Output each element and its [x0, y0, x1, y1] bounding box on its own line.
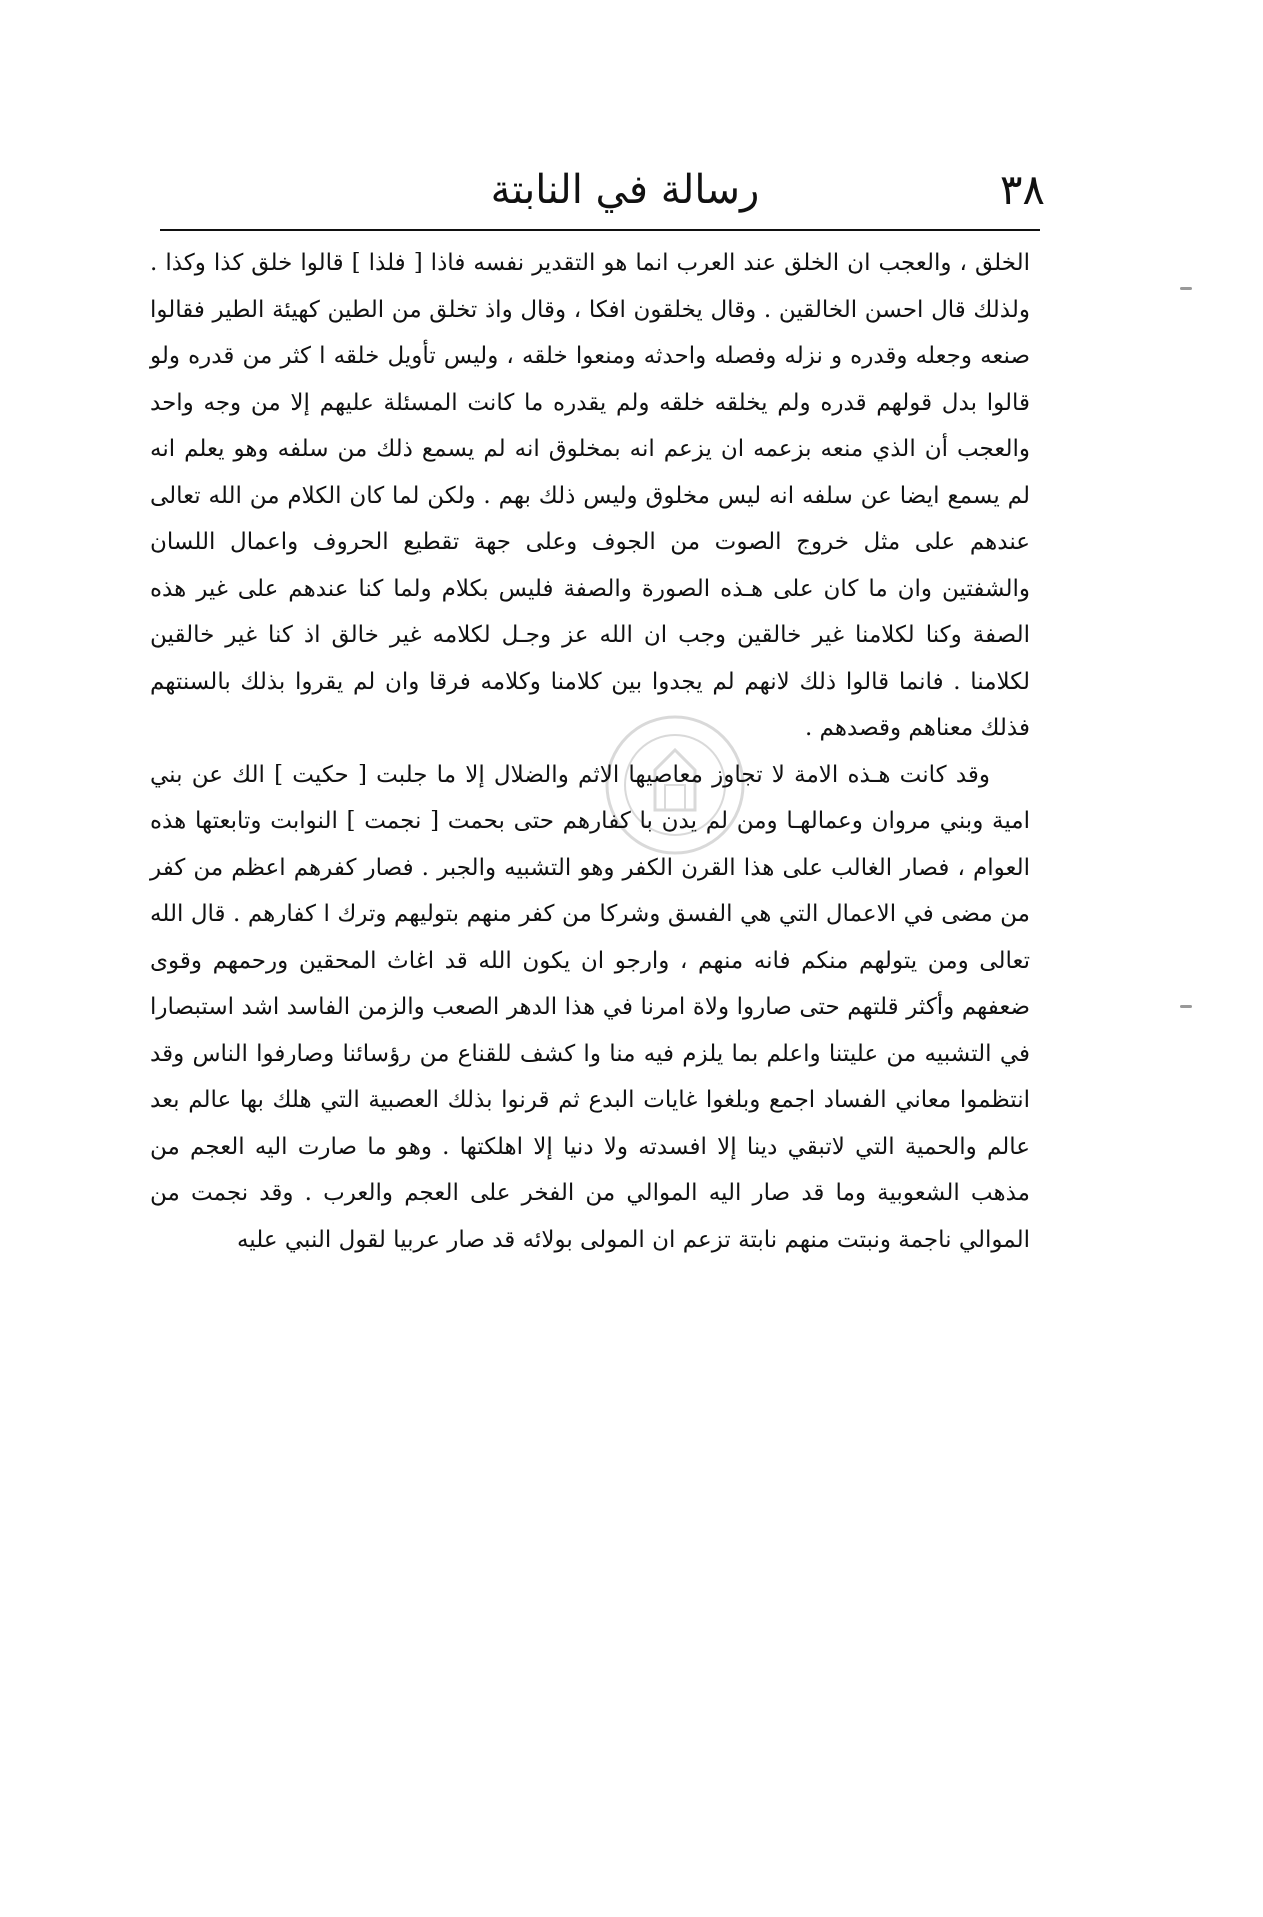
paragraph-2: وقد كانت هـذه الامة لا تجاوز معاصيها الاثم والضلال إلا ما جلبت [ حكيت ] الك عن بني امية وبني مروان وعمالهـا ومن لم يدن با كفارهم حتى بحمت [ نجمت ] النوابت وتابعتها هذه العوام ، فصار الغالب على هذا القرن الكفر وهو التشبيه والجبر . فصار كفرهم اعظم من كفر من مضى في الاعمال التي هي الفسق وشركا من كفر منهم بتوليهم وترك ا كفارهم . قال الله تعالى ومن يتولهم منكم فانه منهم ، وارجو ان يكون الله قد اغاث المحقين ورحمهم وقوى ضعفهم وأكثر قلتهم حتى صاروا ولاة امرنا في هذا الدهر الصعب والزمن الفاسد اشد استبصارا في التشبيه من عليتنا واعلم بما يلزم فيه منا وا كشف للقناع من رؤسائنا وصارفوا الناس وقد انتظموا معاني الفساد اجمع وبلغوا غايات البدع ثم قرنوا بذلك العصبية التي هلك بها عالم بعد عالم والحمية التي لاتبقي دينا إلا افسدته ولا دنيا إلا اهلكتها . وهو ما صارت اليه العجم من مذهب الشعوبية وما قد صار اليه الموالي من الفخر على العجم والعرب . وقد نجمت من الموالي ناجمة ونبتت منهم نابتة تزعم ان المولى بولائه قد صار عربيا لقول النبي عليه — [150, 761, 1031, 1253]
header-rule — [160, 229, 1040, 231]
running-title: رسالة في النابتة — [490, 167, 760, 213]
page-number: ٣٨ — [999, 165, 1045, 214]
scan-speck — [1180, 1005, 1192, 1008]
page-header — [175, 155, 1045, 225]
body-text — [150, 240, 1030, 1263]
paragraph-1: الخلق ، والعجب ان الخلق عند العرب انما هو التقدير نفسه فاذا [ فلذا ] قالوا خلق كذا وكذا . ولذلك قال احسن الخالقين . وقال يخلقون افكا ، وقال واذ تخلق من الطين كهيئة الطير فقالوا صنعه وجعله وقدره و نزله وفصله واحدثه ومنعوا خلقه ، وليس تأويل خلقه ا كثر من قدره ولو قالوا بدل قولهم قدره ولم يخلقه خلقه ولم يقدره ما كانت المسئلة عليهم إلا من وجه واحد والعجب أن الذي منعه بزعمه ان يزعم انه بمخلوق انه لم يسمع ذلك من سلفه وهو يعلم انه لم يسمع ايضا عن سلفه انه ليس مخلوق وليس ذلك بهم . ولكن لما كان الكلام من الله تعالى عندهم على مثل خروج الصوت من الجوف وعلى جهة تقطيع الحروف واعمال اللسان والشفتين وان ما كان على هـذه الصورة والصفة فليس بكلام ولما كنا عندهم على غير هذه الصفة وكنا لكلامنا غير خالقين وجب ان الله عز وجـل لكلامه غير خالق اذ كنا غير خالقين لكلامنا . فانما قالوا ذلك لانهم لم يجدوا بين كلامنا وكلامه فرقا وان لم يقروا بذلك بالسنتهم فذلك معناهم وقصدهم . — [150, 250, 1030, 741]
scan-speck — [1180, 287, 1192, 290]
